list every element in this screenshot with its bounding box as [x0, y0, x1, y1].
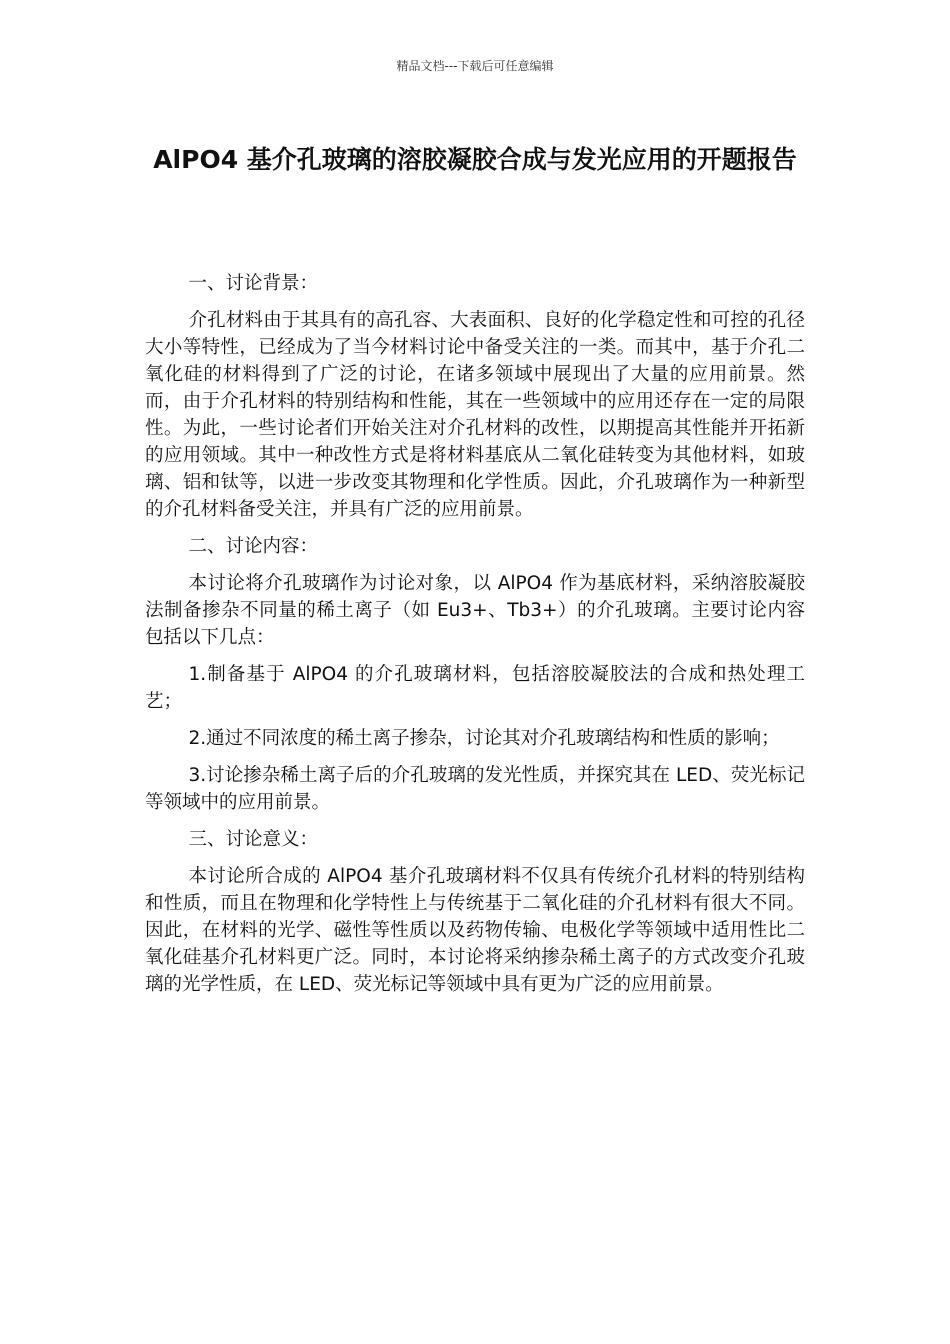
section-heading-significance: 三、讨论意义：	[188, 829, 318, 850]
content-item-2: 2.通过不同浓度的稀土离子掺杂，讨论其对介孔玻璃结构和性质的影响；	[188, 728, 780, 749]
content-intro-paragraph: 本讨论将介孔玻璃作为讨论对象，以 AlPO4 作为基底材料，采纳溶胶凝胶法制备掺杂不同量的稀土离子（如 Eu3+、Tb3+）的介孔玻璃。主要讨论内容包括以下几点：	[145, 573, 805, 648]
content-item-1: 1.制备基于 AlPO4 的介孔玻璃材料，包括溶胶凝胶法的合成和热处理工艺；	[145, 664, 805, 712]
document-title: AlPO4 基介孔玻璃的溶胶凝胶合成与发光应用的开题报告	[153, 145, 797, 174]
background-paragraph: 介孔材料由于其具有的高孔容、大表面积、良好的化学稳定性和可控的孔径大小等特性，已经成为了当今材料讨论中备受关注的一类。而其中，基于介孔二氧化硅的材料得到了广泛的讨论，在诸多领域中展现出了大量的应用前景。然而，由于介孔材料的特别结构和性能，其在一些领域中的应用还存在一定的局限性。为此，一些讨论者们开始关注对介孔材料的改性，以期提高其性能并开拓新的应用领域。其中一种改性方式是将材料基底从二氧化硅转变为其他材料，如玻璃、铝和钛等，以进一步改变其物理和化学性质。因此，介孔玻璃作为一种新型的介孔材料备受关注，并具有广泛的应用前景。	[145, 310, 805, 520]
document-body	[145, 270, 805, 1008]
section-heading-content: 二、讨论内容：	[188, 536, 318, 557]
content-item-3: 3.讨论掺杂稀土离子后的介孔玻璃的发光性质，并探究其在 LED、荧光标记等领域中的应用前景。	[145, 765, 805, 813]
significance-paragraph: 本讨论所合成的 AlPO4 基介孔玻璃材料不仅具有传统介孔材料的特别结构和性质，而且在物理和化学特性上与传统基于二氧化硅的介孔材料有很大不同。因此，在材料的光学、磁性等性质以及药物传输、电极化学等领域中适用性比二氧化硅基介孔材料更广泛。同时，本讨论将采纳掺杂稀土离子的方式改变介孔玻璃的光学性质，在 LED、荧光标记等领域中具有更为广泛的应用前景。	[145, 866, 805, 995]
header-note: 精品文档---下载后可任意编辑	[396, 59, 554, 73]
section-heading-background: 一、讨论背景：	[188, 273, 318, 294]
